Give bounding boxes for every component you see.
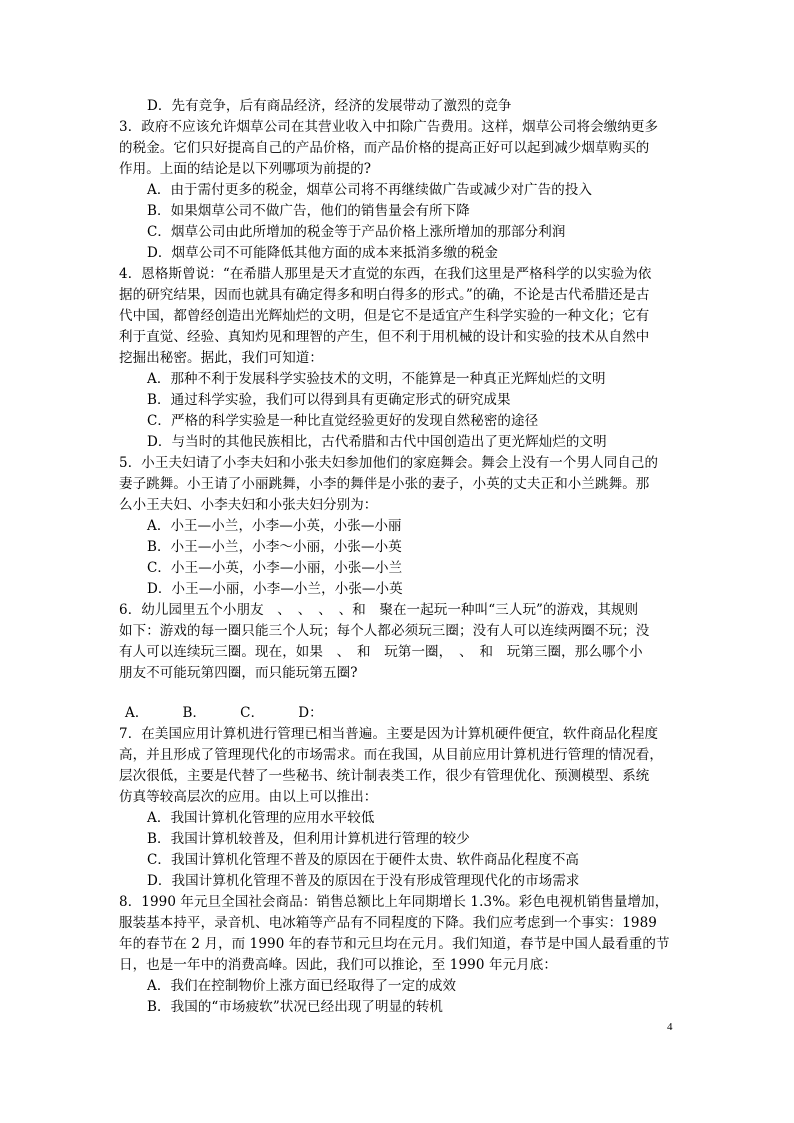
q3-stem-line-1: 3．政府不应该允许烟草公司在其营业收入中扣除广告费用。这样，烟草公司将会缴纳更多 bbox=[119, 119, 659, 135]
q3-stem-line-3: 作用。上面的结论是以下列哪项为前提的? bbox=[119, 161, 372, 177]
q5-stem-line-2: 妻子跳舞。小王请了小丽跳舞，小李的舞伴是小张的妻子，小英的丈夫正和小兰跳舞。那 bbox=[119, 476, 650, 492]
q4-option-c: C．严格的科学实验是一种比直觉经验更好的发现自然秘密的途径 bbox=[147, 413, 539, 429]
q8-stem-line-2: 服装基本持平，录音机、电冰箱等产品有不同程度的下降。我们应考虑到一个事实：1989 bbox=[119, 915, 657, 931]
q4-option-b: B．通过科学实验，我们可以得到具有更确定形式的研究成果 bbox=[147, 392, 511, 408]
q5-option-a: A．小王—小兰，小李—小英，小张—小丽 bbox=[147, 518, 402, 534]
q4-stem-line-3: 代中国，都曾经创造出光辉灿烂的文明，但是它不是适宜产生科学实验的一种文化；它有 bbox=[119, 308, 650, 324]
q4-option-a: A．那种不利于发展科学实验技术的文明，不能算是一种真正光辉灿烂的文明 bbox=[147, 371, 606, 387]
q8-option-a: A．我们在控制物价上涨方面已经取得了一定的成效 bbox=[147, 978, 457, 994]
q3-option-c: C．烟草公司由此所增加的税金等于产品价格上涨所增加的那部分利润 bbox=[147, 224, 566, 240]
q5-option-c: C．小王—小英，小李—小丽，小张—小兰 bbox=[147, 560, 403, 576]
q7-option-d: D．我国计算机化管理不普及的原因在于没有形成管理现代化的市场需求 bbox=[147, 873, 580, 889]
q3-option-a: A．由于需付更多的税金，烟草公司将不再继续做广告或减少对广告的投入 bbox=[147, 182, 593, 198]
q7-option-a: A．我国计算机化管理的应用水平较低 bbox=[147, 810, 375, 826]
q4-stem-line-2: 据的研究结果，因而也就具有确定得多和明白得多的形式。”的确，不论是古代希腊还是古 bbox=[119, 287, 650, 303]
q4-stem-line-4: 利于直觉、经验、真知灼见和理智的产生，但不利于用机械的设计和实验的技术从自然中 bbox=[119, 329, 650, 345]
q3-stem-line-2: 的税金。它们只好提高自己的产品价格，而产品价格的提高正好可以起到减少烟草购买的 bbox=[119, 140, 650, 156]
q8-stem-line-1: 8．1990 年元旦全国社会商品：销售总额比上年同期增长 1.3%。彩色电视机销售量增加， bbox=[119, 894, 669, 910]
q6-stem-line-2: 如下：游戏的每一圈只能三个人玩；每个人都必须玩三圈；没有人可以连续两圈不玩；没 bbox=[119, 623, 650, 639]
page-number: 4 bbox=[667, 1021, 673, 1033]
q3-option-b: B．如果烟草公司不做广告，他们的销售量会有所下降 bbox=[147, 203, 470, 219]
q3-option-d: D．烟草公司不可能降低其他方面的成本来抵消多缴的税金 bbox=[147, 245, 498, 261]
q7-stem-line-3: 层次很低，主要是代替了一些秘书、统计制表类工作，很少有管理优化、预测模型、系统 bbox=[119, 768, 650, 784]
q6-options: A． B． C． D： bbox=[125, 705, 323, 721]
q2-option-d: D．先有竞争，后有商品经济，经济的发展带动了激烈的竞争 bbox=[147, 98, 512, 114]
q5-stem-line-3: 么小王夫妇、小李夫妇和小张夫妇分别为： bbox=[119, 497, 378, 513]
q5-stem-line-1: 5．小王夫妇请了小李夫妇和小张夫妇参加他们的家庭舞会。舞会上没有一个男人同自己的 bbox=[119, 455, 659, 471]
q5-option-b: B．小王—小兰，小李～小丽，小张—小英 bbox=[147, 539, 402, 555]
q6-stem-line-3: 有人可以连续玩三圈。现在，如果 、 和 玩第一圈， 、 和 玩第三圈，那么哪个小 bbox=[119, 644, 643, 660]
q7-stem-line-1: 7．在美国应用计算机进行管理已相当普遍。主要是因为计算机硬件便宜，软件商品化程度 bbox=[119, 726, 659, 742]
q4-stem-line-1: 4．恩格斯曾说：“在希腊人那里是天才直觉的东西，在我们这里是严格科学的以实验为依 bbox=[119, 266, 652, 282]
q6-stem-line-1: 6．幼儿园里五个小朋友 、 、 、 、和 聚在一起玩一种叫“三人玩”的游戏，其规则 bbox=[119, 602, 639, 618]
q7-stem-line-4: 仿真等较高层次的应用。由以上可以推出： bbox=[119, 789, 378, 805]
q8-stem-line-4: 日，也是一年中的消费高峰。因此，我们可以推论，至 1990 年元月底： bbox=[119, 957, 557, 973]
q6-stem-line-4: 朋友不可能玩第四圈，而只能玩第五圈? bbox=[119, 665, 358, 681]
q4-stem-line-5: 挖掘出秘密。据此，我们可知道： bbox=[119, 350, 323, 366]
q8-stem-line-3: 年的春节在 2 月，而 1990 年的春节和元旦均在元月。我们知道，春节是中国人最看重的节 bbox=[119, 936, 670, 952]
q8-option-b: B．我国的“市场疲软”状况已经出现了明显的转机 bbox=[147, 999, 444, 1015]
q4-option-d: D．与当时的其他民族相比，古代希腊和古代中国创造出了更光辉灿烂的文明 bbox=[147, 434, 607, 450]
q7-option-c: C．我国计算机化管理不普及的原因在于硬件太贵、软件商品化程度不高 bbox=[147, 852, 580, 868]
q7-option-b: B．我国计算机较普及，但利用计算机进行管理的较少 bbox=[147, 831, 470, 847]
q5-option-d: D．小王—小丽，小李—小兰，小张—小英 bbox=[147, 581, 403, 597]
q7-stem-line-2: 高，并且形成了管理现代化的市场需求。而在我国，从目前应用计算机进行管理的情况看， bbox=[119, 747, 663, 763]
